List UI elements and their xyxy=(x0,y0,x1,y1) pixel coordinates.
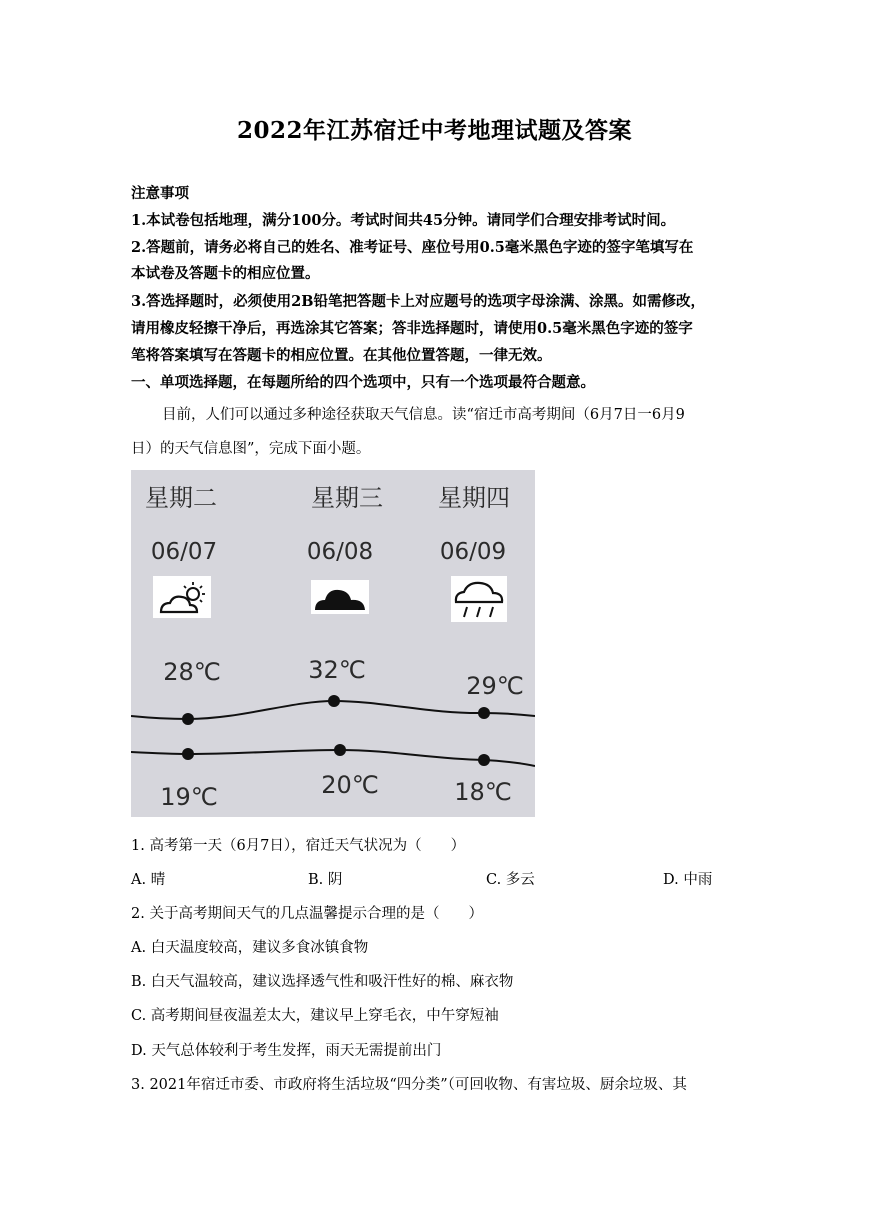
high-temp-point xyxy=(328,695,340,707)
question-option: A. 晴 xyxy=(131,872,166,888)
cloudy-icon xyxy=(311,580,369,614)
date-label: 06/07 xyxy=(150,539,218,565)
low-temp-label: 19℃ xyxy=(160,783,218,811)
high-temp-label: 28℃ xyxy=(163,658,221,686)
question-stem: 2. 关于高考期间天气的几点温馨提示合理的是（ ） xyxy=(131,906,483,922)
high-temp-label: 32℃ xyxy=(308,656,366,684)
low-temp-label: 18℃ xyxy=(454,778,512,806)
rain-icon xyxy=(451,576,507,622)
page-title: 2022年江苏宿迁中考地理试题及答案 xyxy=(236,117,632,144)
high-temp-point xyxy=(478,707,490,719)
question-option: A. 白天温度较高，建议多食冰镇食物 xyxy=(131,940,369,956)
notice-line: 2.答题前，请务必将自己的姓名、准考证号、座位号用0.5毫米黑色字迹的签字笔填写在 xyxy=(131,239,694,256)
notice-line: 本试卷及答题卡的相应位置。 xyxy=(131,265,320,282)
low-temp-label: 20℃ xyxy=(321,771,379,799)
weekday-label: 星期四 xyxy=(438,484,510,512)
section-heading: 一、单项选择题，在每题所给的四个选项中，只有一个选项最符合题意。 xyxy=(131,374,595,391)
low-temp-point xyxy=(334,744,346,756)
notice-line: 笔将答案填写在答题卡的相应位置。在其他位置答题，一律无效。 xyxy=(131,347,552,364)
notice-heading: 注意事项 xyxy=(131,185,189,202)
weekday-label: 星期三 xyxy=(311,484,383,512)
high-temp-label: 29℃ xyxy=(466,672,524,700)
high-temp-point xyxy=(182,713,194,725)
question-option: D. 天气总体较利于考生发挥，雨天无需提前出门 xyxy=(131,1043,442,1059)
partly-cloudy-sun-icon xyxy=(153,576,211,618)
notice-line: 1.本试卷包括地理，满分100分。考试时间共45分钟。请同学们合理安排考试时间。 xyxy=(131,212,676,229)
weather-info-figure xyxy=(131,470,535,817)
weekday-label: 星期二 xyxy=(145,484,217,512)
date-label: 06/09 xyxy=(439,539,507,565)
low-temp-point xyxy=(478,754,490,766)
intro-text: 日）的天气信息图”，完成下面小题。 xyxy=(131,441,371,457)
intro-text: 目前，人们可以通过多种途径获取天气信息。读“宿迁市高考期间（6月7日一6月9 xyxy=(162,407,685,423)
notice-line: 请用橡皮轻擦干净后，再选涂其它答案；答非选择题时，请使用0.5毫米黑色字迹的签字 xyxy=(131,320,693,337)
question-option: D. 中雨 xyxy=(663,872,713,888)
question-option: C. 多云 xyxy=(486,872,535,888)
low-temp-point xyxy=(182,748,194,760)
question-stem: 3. 2021年宿迁市委、市政府将生活垃圾“四分类”（可回收物、有害垃圾、厨余垃圾、其 xyxy=(131,1077,687,1093)
question-option: B. 阴 xyxy=(308,872,343,888)
date-label: 06/08 xyxy=(306,539,374,565)
question-stem: 1. 高考第一天（6月7日），宿迁天气状况为（ ） xyxy=(131,838,466,854)
question-option: B. 白天气温较高，建议选择透气性和吸汗性好的棉、麻衣物 xyxy=(131,974,514,990)
question-option: C. 高考期间昼夜温差太大，建议早上穿毛衣，中午穿短袖 xyxy=(131,1008,499,1024)
notice-line: 3.答选择题时，必须使用2B铅笔把答题卡上对应题号的选项字母涂满、涂黑。如需修改， xyxy=(131,293,705,310)
